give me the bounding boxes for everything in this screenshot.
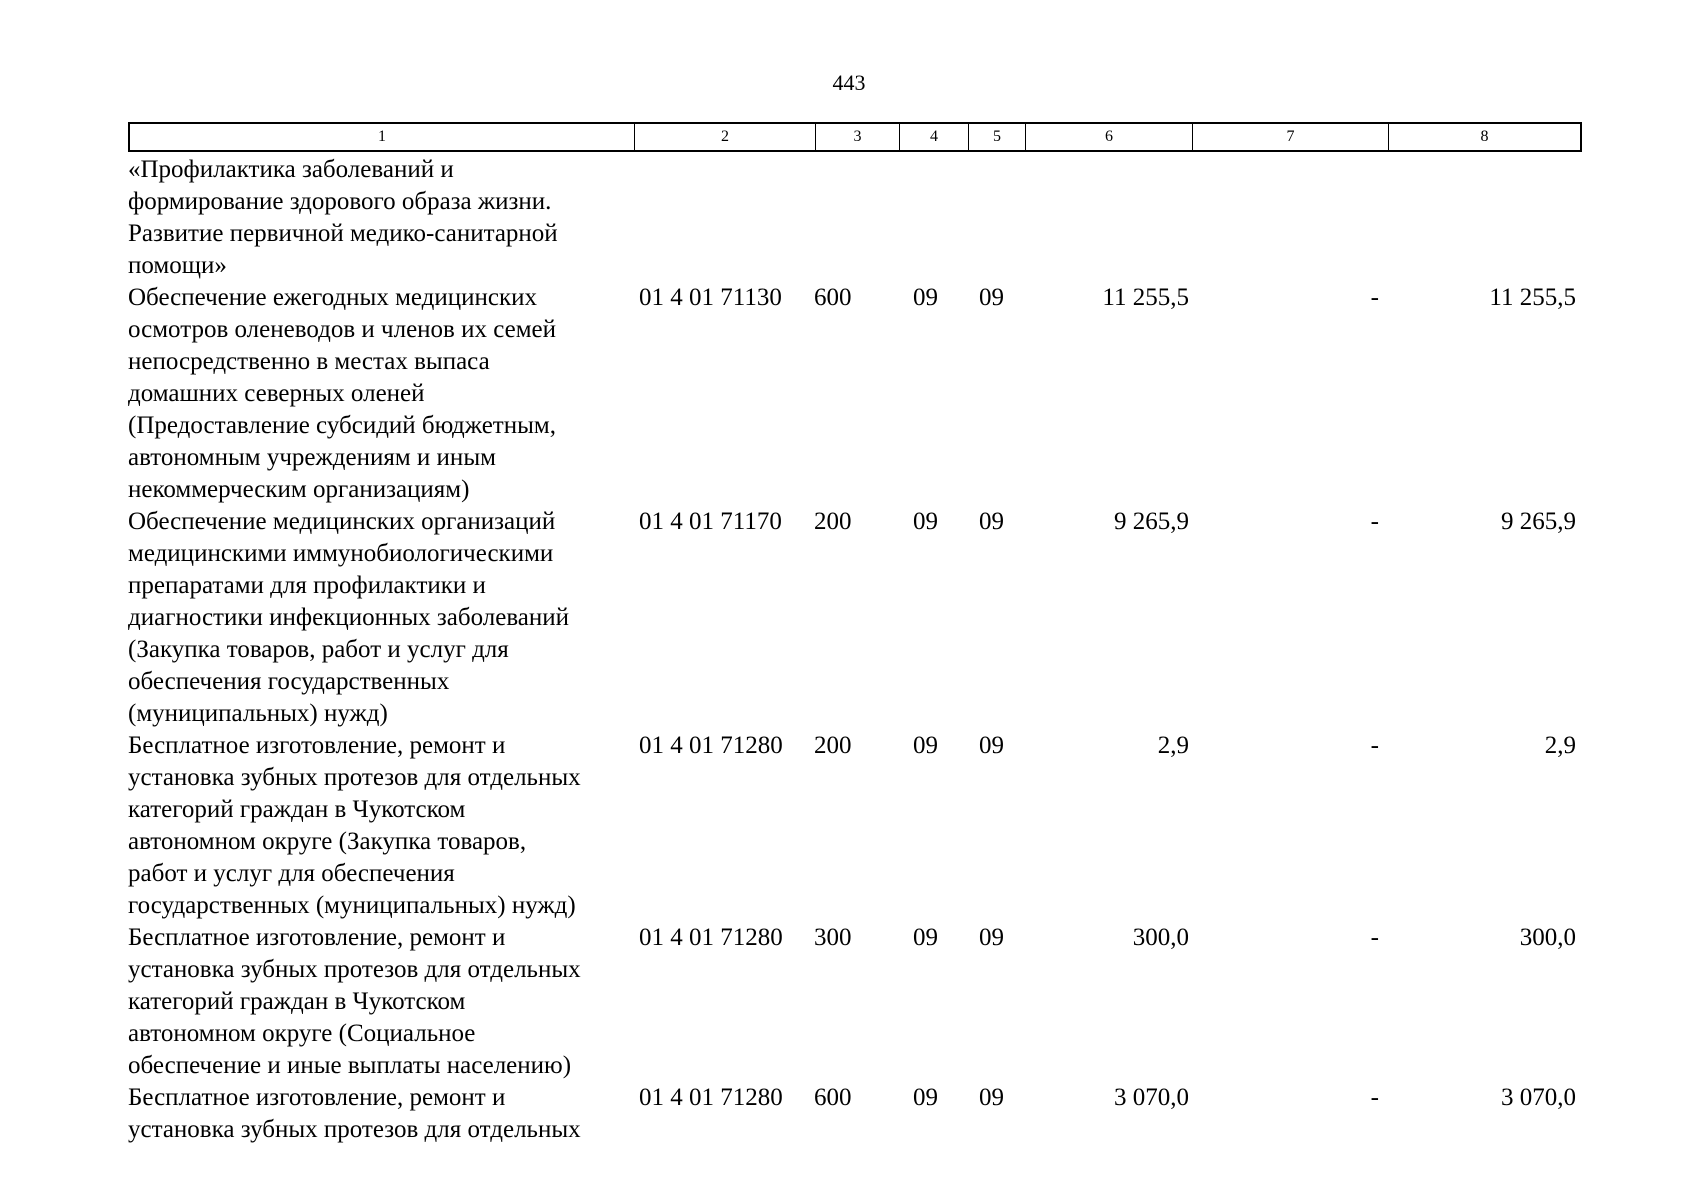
table-body bbox=[128, 154, 1582, 1146]
table-row bbox=[128, 922, 1582, 1082]
row-pr: 09 bbox=[979, 732, 1004, 759]
table-row bbox=[128, 1082, 1582, 1146]
row-sum-total: 11 255,5 bbox=[1102, 284, 1189, 311]
row-vr: 200 bbox=[814, 508, 852, 535]
row-sum-total: 3 070,0 bbox=[1114, 1084, 1189, 1111]
column-header-row bbox=[128, 122, 1582, 152]
row-rz: 09 bbox=[913, 924, 938, 951]
row-vr: 300 bbox=[814, 924, 852, 951]
row-sum-federal: - bbox=[1370, 924, 1379, 951]
row-code: 01 4 01 71280 bbox=[639, 924, 783, 951]
row-vr: 600 bbox=[814, 284, 852, 311]
row-code: 01 4 01 71170 bbox=[639, 508, 782, 535]
row-code: 01 4 01 71280 bbox=[639, 732, 783, 759]
row-sum-federal: - bbox=[1370, 732, 1379, 759]
column-header-8: 8 bbox=[1480, 128, 1489, 145]
page-number: 443 bbox=[832, 70, 866, 95]
row-name: Бесплатное изготовление, ремонт и установка зубных протезов для отдельных категорий граждан в Чукотском автономном округе (Социальное обеспечение и иные выплаты населению) bbox=[128, 924, 581, 1079]
row-rz: 09 bbox=[913, 732, 938, 759]
row-pr: 09 bbox=[979, 508, 1004, 535]
row-sum-regional: 2,9 bbox=[1544, 732, 1576, 759]
row-sum-total: 2,9 bbox=[1157, 732, 1189, 759]
row-name: Бесплатное изготовление, ремонт и установка зубных протезов для отдельных bbox=[128, 1084, 581, 1143]
row-sum-total: 9 265,9 bbox=[1114, 508, 1189, 535]
row-code: 01 4 01 71130 bbox=[639, 284, 782, 311]
row-code: 01 4 01 71280 bbox=[639, 1084, 783, 1111]
row-sum-federal: - bbox=[1370, 284, 1379, 311]
row-name: Бесплатное изготовление, ремонт и установка зубных протезов для отдельных категорий граждан в Чукотском автономном округе (Закупка товаров, работ и услуг для обеспечения государственных (муниципальных) нужд) bbox=[128, 732, 581, 919]
row-name: Обеспечение медицинских организаций медицинскими иммунобиологическими препаратами для профилактики и диагностики инфекционных заболеваний (Закупка товаров, работ и услуг для обеспечения государственных (муниципальных) нужд) bbox=[128, 508, 570, 727]
row-sum-federal: - bbox=[1370, 508, 1379, 535]
row-sum-regional: 300,0 bbox=[1519, 924, 1576, 951]
row-pr: 09 bbox=[979, 284, 1004, 311]
row-vr: 200 bbox=[814, 732, 852, 759]
column-header-5: 5 bbox=[969, 124, 1026, 150]
column-header-7: 7 bbox=[1193, 124, 1389, 150]
row-sum-regional: 11 255,5 bbox=[1489, 284, 1576, 311]
table-row bbox=[128, 282, 1582, 506]
column-header-1: 1 bbox=[130, 124, 635, 150]
column-header-2: 2 bbox=[635, 124, 816, 150]
column-header-4: 4 bbox=[900, 124, 969, 150]
row-pr: 09 bbox=[979, 924, 1004, 951]
row-name: Обеспечение ежегодных медицинских осмотров оленеводов и членов их семей непосредственно в местах выпаса домашних северных оленей (Предоставление субсидий бюджетным, автономным учреждениям и иным некоммерческим организациям) bbox=[128, 284, 557, 503]
row-name: «Профилактика заболеваний и формирование здорового образа жизни. Развитие первичной медико-санитарной помощи» bbox=[128, 156, 558, 279]
row-sum-regional: 3 070,0 bbox=[1501, 1084, 1576, 1111]
table-row bbox=[128, 154, 1582, 282]
row-sum-total: 300,0 bbox=[1132, 924, 1189, 951]
row-sum-regional: 9 265,9 bbox=[1501, 508, 1576, 535]
row-vr: 600 bbox=[814, 1084, 852, 1111]
row-pr: 09 bbox=[979, 1084, 1004, 1111]
row-sum-federal: - bbox=[1370, 1084, 1379, 1111]
column-header-3: 3 bbox=[816, 124, 900, 150]
table-row bbox=[128, 506, 1582, 730]
table-row bbox=[128, 730, 1582, 922]
row-rz: 09 bbox=[913, 508, 938, 535]
column-header-6: 6 bbox=[1026, 124, 1193, 150]
row-rz: 09 bbox=[913, 284, 938, 311]
row-rz: 09 bbox=[913, 1084, 938, 1111]
